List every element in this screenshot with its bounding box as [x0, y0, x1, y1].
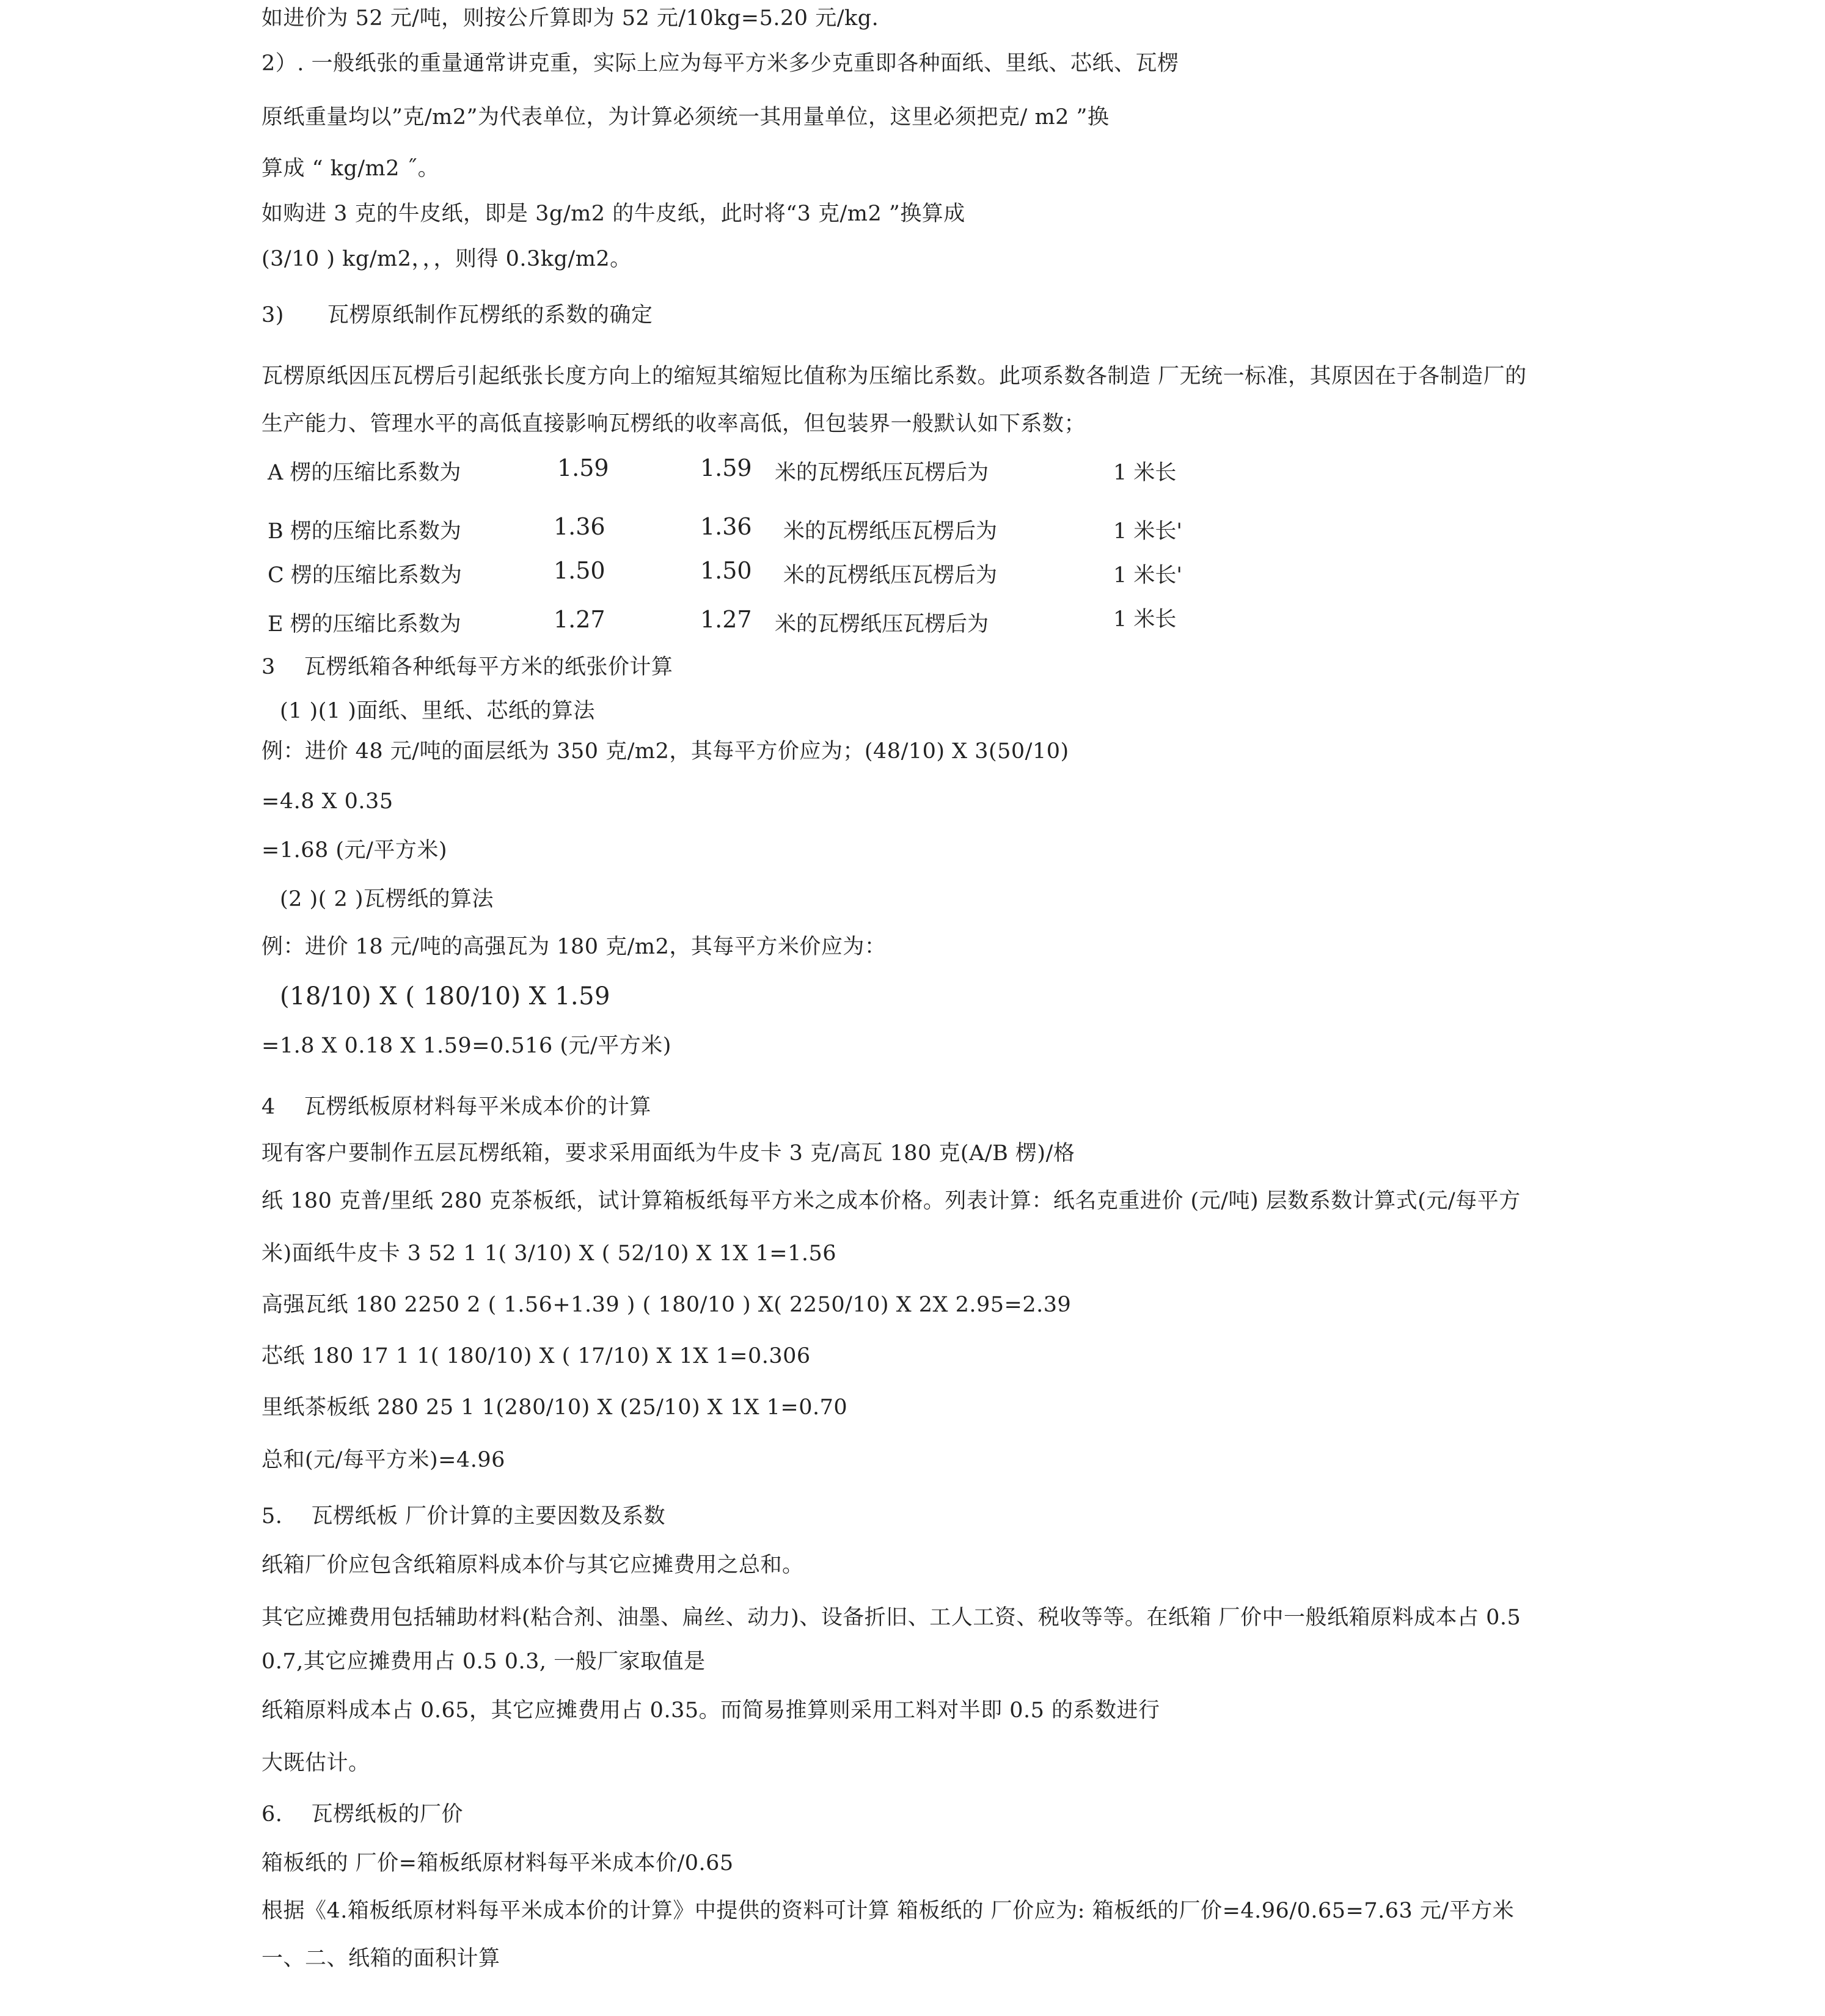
text-line: 纸 180 克普/里纸 280 克茶板纸，试计算箱板纸每平方米之成本价格。列表计算：纸名克重进价 (元/吨) 层数系数计算式(元/每平方: [261, 1189, 1521, 1213]
section-heading: 3 瓦楞纸箱各种纸每平方米的纸张价计算: [261, 655, 673, 679]
table-cell: 1.27: [554, 606, 605, 633]
text-line: 生产能力、管理水平的高低直接影响瓦楞纸的收率高低，但包装界一般默认如下系数；: [261, 412, 1086, 436]
text-line: 高强瓦纸 180 2250 2 ( 1.56+1.39 ) ( 180/10 ) X( 2250/10) X 2X 2.95=2.39: [261, 1293, 1072, 1317]
text-line: 芯纸 180 17 1 1( 180/10) X ( 17/10) X 1X 1=0.306: [261, 1344, 811, 1368]
text-line: 现有客户要制作五层瓦楞纸箱，要求采用面纸为牛皮卡 3 克/高瓦 180 克(A/B 楞)/格: [261, 1141, 1075, 1166]
table-cell: E 楞的压缩比系数为: [268, 612, 461, 637]
text-line: 例：进价 18 元/吨的高强瓦为 180 克/m2，其每平方米价应为：: [261, 935, 887, 959]
table-cell: C 楞的压缩比系数为: [268, 563, 462, 588]
text-line: 里纸茶板纸 280 25 1 1(280/10) X (25/10) X 1X 1=0.70: [261, 1395, 848, 1420]
table-cell: 米的瓦楞纸压瓦楞后为: [783, 563, 998, 588]
text-line: 算成 “ kg/m2 ˝。: [261, 156, 440, 181]
table-cell: 1.59: [557, 455, 609, 481]
text-line: (3/10 ) kg/m2，，，则得 0.3kg/m2。: [261, 247, 632, 271]
section-heading: 5. 瓦楞纸板 厂价计算的主要因数及系数: [261, 1504, 666, 1528]
text-line: =4.8 X 0.35: [261, 789, 393, 814]
text-line: 例：进价 48 元/吨的面层纸为 350 克/m2，其每平方价应为；(48/10) X 3(50/10): [261, 739, 1069, 764]
section-heading: 一、二、纸箱的面积计算: [261, 1946, 500, 1971]
table-cell: 米的瓦楞纸压瓦楞后为: [775, 461, 989, 485]
table-cell: 1 米长: [1113, 607, 1177, 632]
table-cell: 米的瓦楞纸压瓦楞后为: [775, 612, 989, 637]
text-line: 根据《4.箱板纸原材料每平米成本价的计算》中提供的资料可计算 箱板纸的 厂价应为: 箱板纸的厂价=4.96/0.65=7.63 元/平方米: [261, 1899, 1515, 1923]
table-cell: 1.27: [700, 606, 752, 633]
text-line: 如进价为 52 元/吨，则按公斤算即为 52 元/10kg=5.20 元/kg.: [261, 6, 879, 31]
table-cell: 1.59: [700, 455, 752, 481]
text-line: =1.8 X 0.18 X 1.59=0.516 (元/平方米): [261, 1034, 671, 1058]
text-line: 纸箱原料成本占 0.65，其它应摊费用占 0.35。而简易推算则采用工料对半即 0.5 的系数进行: [261, 1698, 1160, 1723]
table-cell: B 楞的压缩比系数为: [268, 519, 461, 544]
formula-line: (18/10) X ( 180/10) X 1.59: [280, 982, 611, 1010]
text-line: 米)面纸牛皮卡 3 52 1 1( 3/10) X ( 52/10) X 1X 1=1.56: [261, 1241, 836, 1266]
text-line: 纸箱厂价应包含纸箱原料成本价与其它应摊费用之总和。: [261, 1553, 804, 1577]
table-cell: 1 米长': [1113, 519, 1183, 544]
table-cell: A 楞的压缩比系数为: [268, 461, 461, 485]
section-heading: 4 瓦楞纸板原材料每平米成本价的计算: [261, 1095, 651, 1119]
table-cell: 1 米长': [1113, 563, 1183, 588]
table-cell: 1.36: [700, 513, 752, 540]
section-heading: 3) 瓦楞原纸制作瓦楞纸的系数的确定: [261, 303, 653, 327]
text-line: 总和(元/每平方米)=4.96: [261, 1448, 505, 1472]
text-line: 2）. 一般纸张的重量通常讲克重，实际上应为每平方米多少克重即各种面纸、里纸、芯纸、瓦楞: [261, 51, 1179, 76]
table-cell: 1.50: [554, 557, 605, 584]
table-cell: 1.36: [554, 513, 605, 540]
text-line: 大既估计。: [261, 1751, 370, 1775]
text-line: 瓦楞原纸因压瓦楞后引起纸张长度方向上的缩短其缩短比值称为压缩比系数。此项系数各制造 厂无统一标准，其原因在于各制造厂的: [261, 364, 1527, 389]
text-line: =1.68 (元/平方米): [261, 838, 447, 863]
text-line: 如购进 3 克的牛皮纸，即是 3g/m2 的牛皮纸，此时将“3 克/m2 ”换算成: [261, 202, 965, 226]
table-cell: 米的瓦楞纸压瓦楞后为: [783, 519, 998, 544]
text-line: 其它应摊费用包括辅助材料(粘合剂、油墨、扁丝、动力)、设备折旧、工人工资、税收等等。在纸箱 厂价中一般纸箱原料成本占 0.5: [261, 1605, 1521, 1630]
text-line: 原纸重量均以”克/m2”为代表单位，为计算必须统一其用量单位，这里必须把克/ m2 ”换: [261, 105, 1110, 130]
table-cell: 1.50: [700, 557, 752, 584]
text-line: 0.7,其它应摊费用占 0.5 0.3, 一般厂家取值是: [261, 1649, 706, 1674]
table-cell: 1 米长: [1113, 461, 1177, 485]
section-heading: 6. 瓦楞纸板的厂价: [261, 1802, 464, 1827]
text-line: 箱板纸的 厂价=箱板纸原材料每平米成本价/0.65: [261, 1851, 734, 1875]
subsection-heading: (2 )( 2 )瓦楞纸的算法: [280, 887, 494, 911]
subsection-heading: (1 )(1 )面纸、里纸、芯纸的算法: [280, 699, 595, 723]
